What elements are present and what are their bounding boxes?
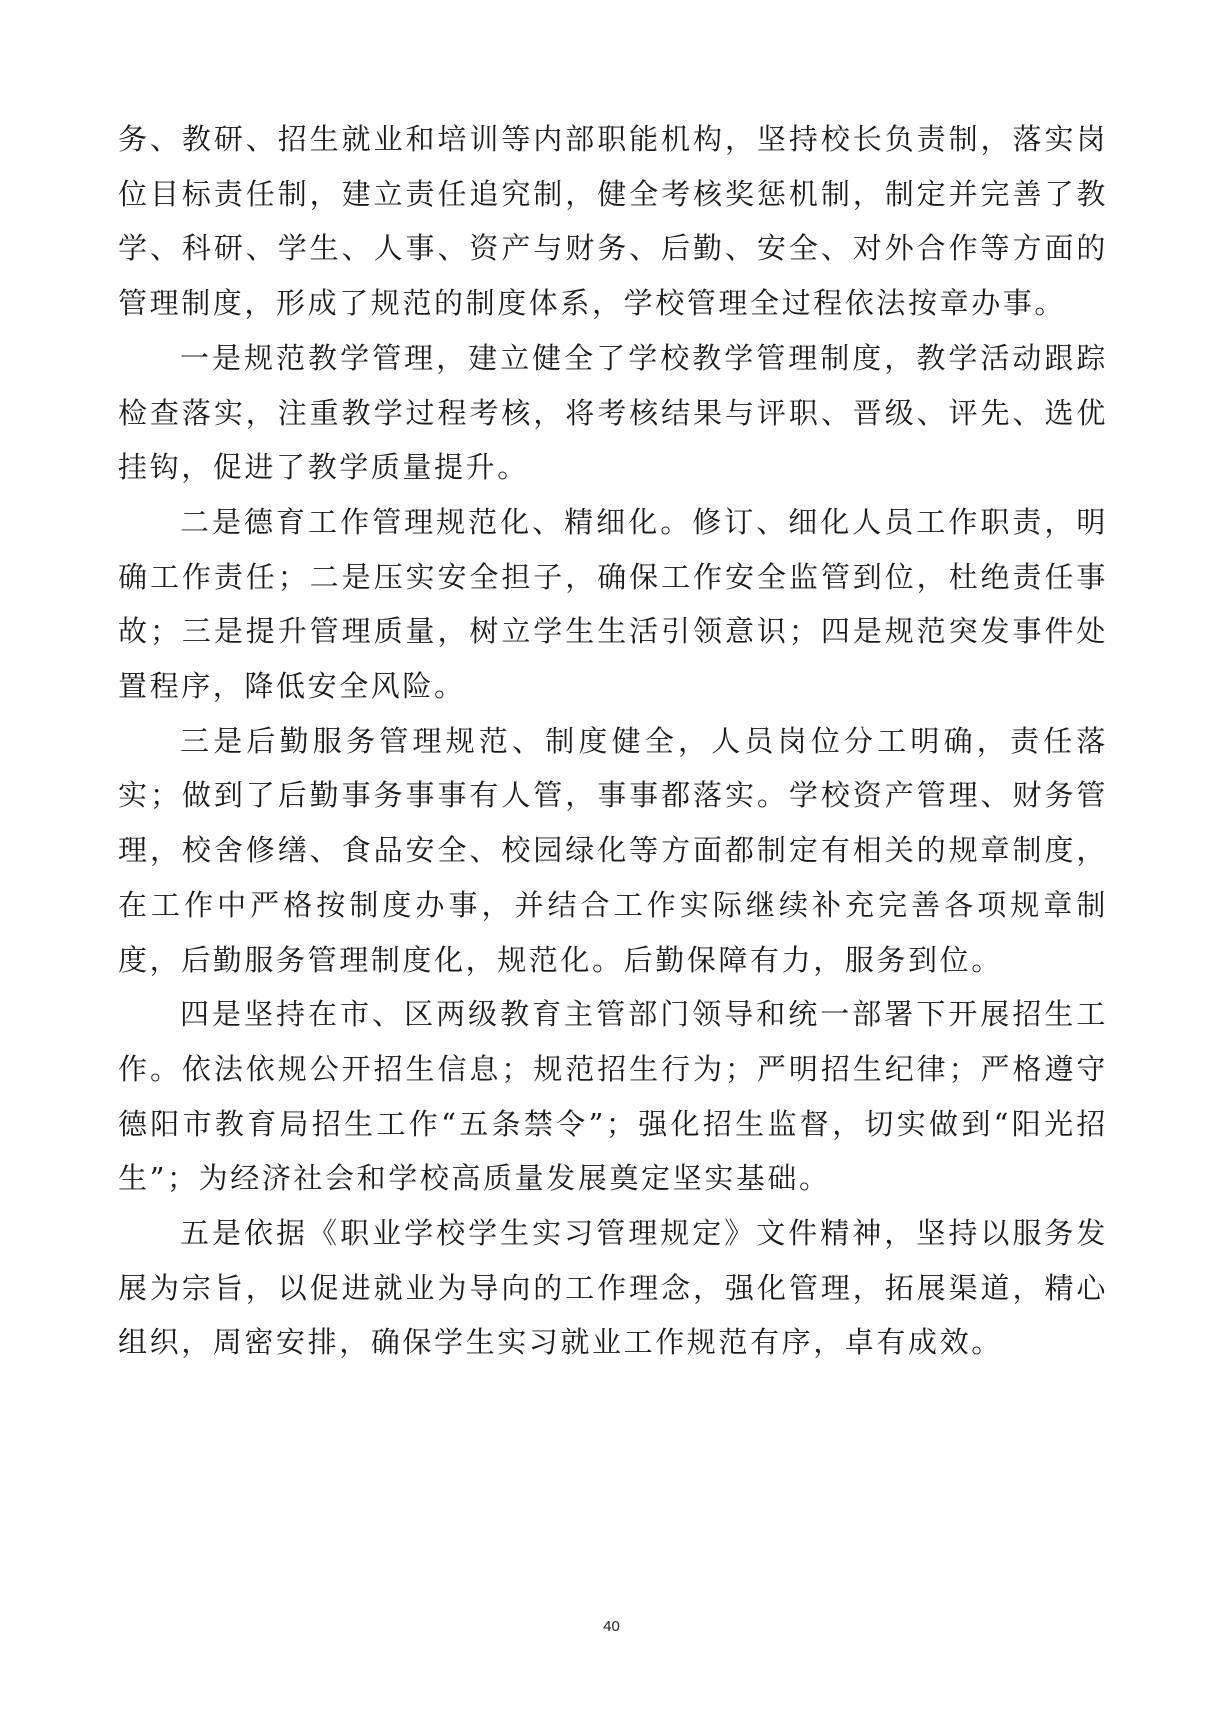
paragraph-teaching-management: 一是规范教学管理，建立健全了学校教学管理制度，教学活动跟踪检查落实，注重教学过程考核，将考核结果与评职、晋级、评先、选优挂钩，促进了教学质量提升。 <box>118 340 1108 485</box>
page-number: 40 <box>603 1618 620 1635</box>
paragraph-logistics: 三是后勤服务管理规范、制度健全，人员岗位分工明确，责任落实；做到了后勤事务事事有人管，事事都落实。学校资产管理、财务管理，校舍修缮、食品安全、校园绿化等方面都制定有相关的规章制度，在工作中严格按制度办事，并结合工作实际继续补充完善各项规章制度，后勤服务管理制度化，规范化。后勤保障有力，服务到位。 <box>118 723 1108 977</box>
paragraph-enrollment: 四是坚持在市、区两级教育主管部门领导和统一部署下开展招生工作。依法依规公开招生信息；规范招生行为；严明招生纪律；严格遵守德阳市教育局招生工作“五条禁令”；强化招生监督，切实做到“阳光招生”；为经济社会和学校高质量发展奠定坚实基础。 <box>118 997 1108 1196</box>
body-text <box>118 112 1108 1370</box>
paragraph-moral-education: 二是德育工作管理规范化、精细化。修订、细化人员工作职责，明确工作责任；二是压实安全担子，确保工作安全监管到位，杜绝责任事故；三是提升管理质量，树立学生生活引领意识；四是规范突发事件处置程序，降低安全风险。 <box>118 504 1108 704</box>
paragraph-internship: 五是依据《职业学校学生实习管理规定》文件精神，坚持以服务发展为宗旨，以促进就业为导向的工作理念，强化管理，拓展渠道，精心组织，周密安排，确保学生实习就业工作规范有序，卓有成效。 <box>118 1216 1108 1360</box>
paragraph-continued: 务、教研、招生就业和培训等内部职能机构，坚持校长负责制，落实岗位目标责任制，建立责任追究制，健全考核奖惩机制，制定并完善了教学、科研、学生、人事、资产与财务、后勤、安全、对外合作等方面的管理制度，形成了规范的制度体系，学校管理全过程依法按章办事。 <box>118 122 1108 321</box>
